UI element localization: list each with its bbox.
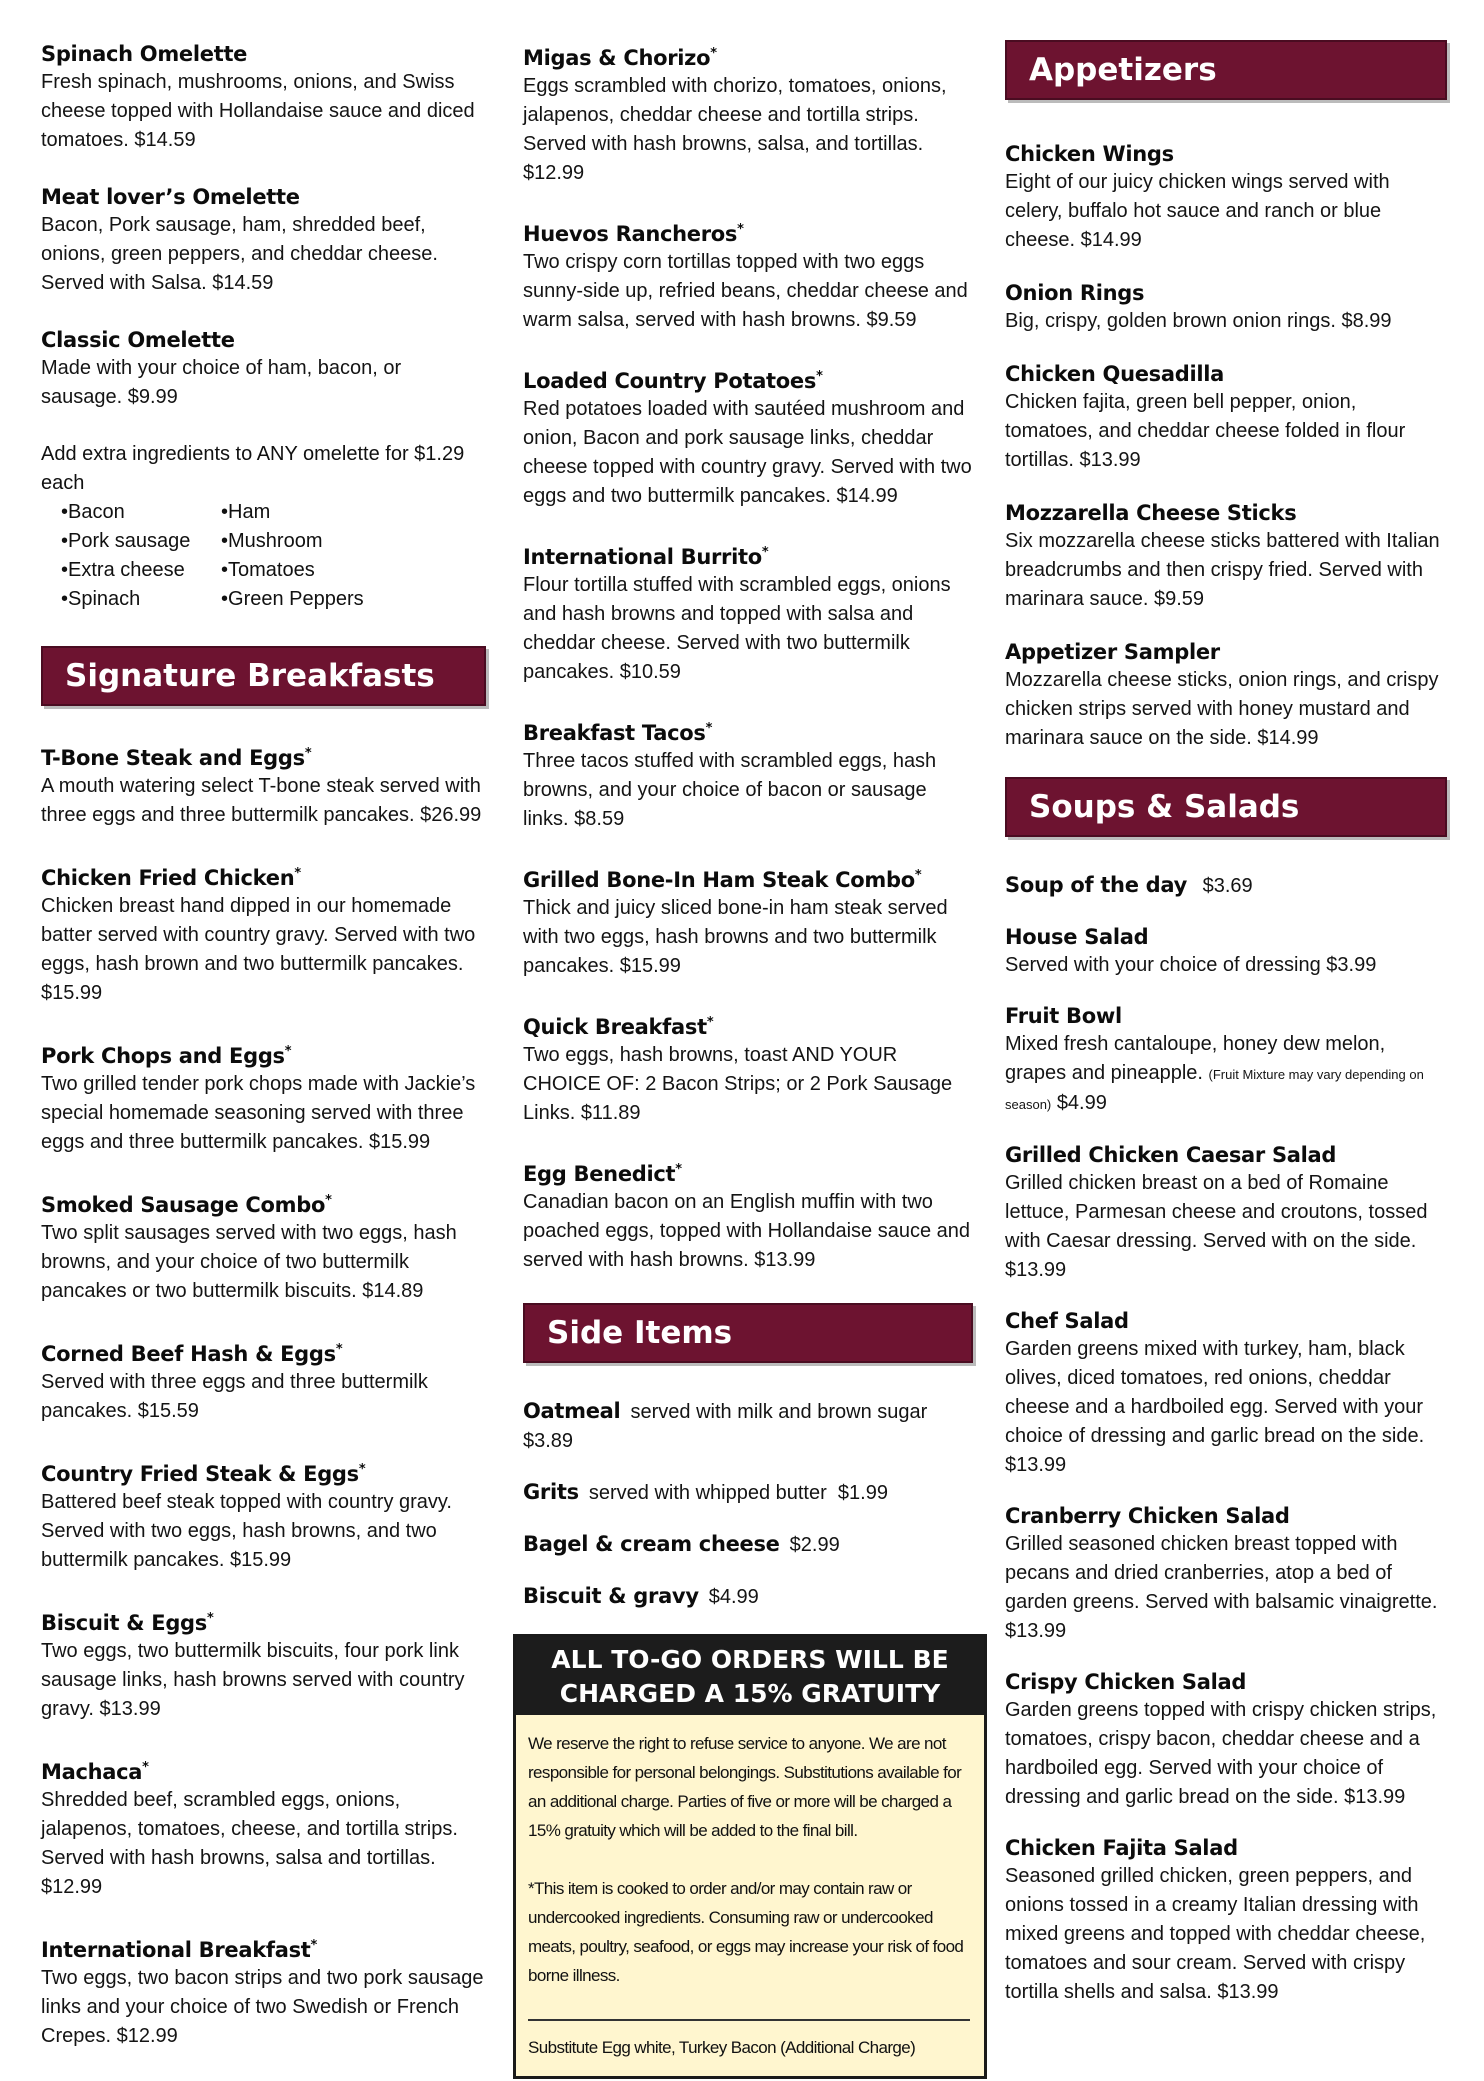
item-price: $13.99 bbox=[1005, 1454, 1067, 1476]
item-price: $13.99 bbox=[754, 1249, 816, 1271]
item-name: Chicken Fajita Salad bbox=[1005, 1836, 1238, 1860]
extras-list-item: • Extra cheese bbox=[61, 556, 221, 585]
item-description: Six mozzarella cheese sticks battered with Italian breadcrumbs and then crispy fried. Served with marinara sauce. $9.59 bbox=[1005, 530, 1440, 610]
item-price: $14.89 bbox=[362, 1280, 424, 1302]
item-name: Fruit Bowl bbox=[1005, 1004, 1122, 1028]
substitution-note: Substitute Egg white, Turkey Bacon (Additional Charge) bbox=[528, 2038, 916, 2057]
item-price: $13.99 bbox=[1344, 1786, 1406, 1808]
item-name: House Salad bbox=[1005, 925, 1149, 949]
item-name: Chicken Fried Chicken* bbox=[41, 866, 301, 890]
item-name: Quick Breakfast* bbox=[523, 1015, 714, 1039]
item-name: Huevos Rancheros* bbox=[523, 222, 744, 246]
extras-list-item: • Ham bbox=[221, 498, 441, 527]
item-description bbox=[1191, 875, 1252, 897]
menu-item bbox=[523, 862, 973, 981]
menu-item bbox=[1005, 360, 1447, 475]
raw-warning-asterisk: * bbox=[335, 1342, 343, 1357]
item-price: $13.99 bbox=[1005, 1259, 1067, 1281]
item-price: $3.69 bbox=[1202, 875, 1253, 897]
item-name: International Breakfast* bbox=[41, 1938, 318, 1962]
item-name: Smoked Sausage Combo* bbox=[41, 1193, 332, 1217]
appetizer-list bbox=[1005, 140, 1447, 753]
item-price: $12.99 bbox=[116, 2025, 178, 2047]
salad-list bbox=[1005, 923, 1447, 2007]
item-description: Two grilled tender pork chops made with Jackie’s special homemade seasoning served with three eggs and three buttermilk pancakes. $15.99 bbox=[41, 1073, 476, 1153]
menu-item bbox=[41, 1336, 486, 1426]
item-price: $14.59 bbox=[212, 272, 274, 294]
menu-item bbox=[523, 40, 973, 188]
item-price: $9.59 bbox=[866, 309, 917, 331]
item-price: $10.59 bbox=[619, 661, 681, 683]
item-price: $15.99 bbox=[619, 955, 681, 977]
item-description: Grilled chicken breast on a bed of Romaine lettuce, Parmesan cheese and croutons, tossed with Caesar dressing. Served with on the side. $13.99 bbox=[1005, 1172, 1428, 1281]
item-name: Country Fried Steak & Eggs* bbox=[41, 1462, 366, 1486]
item-name: Appetizer Sampler bbox=[1005, 640, 1220, 664]
item-description: A mouth watering select T-bone steak served with three eggs and three buttermilk pancakes. $26.99 bbox=[41, 775, 482, 826]
item-name: Meat lover’s Omelette bbox=[41, 185, 300, 209]
raw-warning-asterisk: * bbox=[284, 1044, 292, 1059]
item-description: Garden greens mixed with turkey, ham, black olives, diced tomatoes, red onions, cheddar cheese and a hardboiled egg. Served with your choice of dressing and garlic bread on the side. $13.99 bbox=[1005, 1338, 1425, 1476]
item-description: Mixed fresh cantaloupe, honey dew melon, grapes and pineapple. (Fruit Mixture may vary depending on season) $4.99 bbox=[1005, 1033, 1424, 1114]
item-price: $8.59 bbox=[574, 808, 625, 830]
menu-item bbox=[41, 1456, 486, 1575]
extras-title: Add extra ingredients to ANY omelette for $1.29 each bbox=[41, 443, 465, 494]
menu-item bbox=[1005, 140, 1447, 255]
item-price: $14.99 bbox=[836, 485, 898, 507]
item-name: Migas & Chorizo* bbox=[523, 46, 717, 70]
raw-food-warning: *This item is cooked to order and/or may contain raw or undercooked ingredients. Consuming raw or undercooked meats, poultry, seafood, or eggs may increase your risk of food borne illness. bbox=[528, 1879, 964, 1985]
item-description: Red potatoes loaded with sautéed mushroom and onion, Bacon and pork sausage links, cheddar cheese topped with country gravy. Served with two eggs and two buttermilk pancakes. $14.99 bbox=[523, 398, 972, 507]
item-description: Eight of our juicy chicken wings served with celery, buffalo hot sauce and ranch or blue cheese. $14.99 bbox=[1005, 171, 1390, 251]
menu-item bbox=[1005, 279, 1447, 336]
raw-warning-asterisk: * bbox=[142, 1760, 149, 1775]
item-price: $15.99 bbox=[368, 1131, 431, 1153]
item-name: Loaded Country Potatoes* bbox=[523, 369, 823, 393]
item-description: Three tacos stuffed with scrambled eggs, hash browns, and your choice of bacon or sausage links. $8.59 bbox=[523, 750, 937, 830]
menu-item bbox=[1005, 923, 1447, 980]
item-description: Two eggs, two buttermilk biscuits, four pork link sausage links, hash browns served with country gravy. $13.99 bbox=[41, 1640, 465, 1720]
menu-item bbox=[41, 1932, 486, 2051]
item-description: Thick and juicy sliced bone-in ham steak served with two eggs, hash browns and two buttermilk pancakes. $15.99 bbox=[523, 897, 948, 977]
side-item bbox=[523, 1530, 973, 1560]
item-description: Two split sausages served with two eggs, hash browns, and your choice of two buttermilk pancakes or two buttermilk biscuits. $14.89 bbox=[41, 1222, 457, 1302]
menu-item bbox=[41, 1038, 486, 1157]
item-price: $12.99 bbox=[41, 1876, 103, 1898]
item-price: $4.99 bbox=[708, 1586, 759, 1608]
menu-item bbox=[523, 216, 973, 335]
item-description: Served with three eggs and three buttermilk pancakes. $15.59 bbox=[41, 1371, 428, 1422]
menu-item bbox=[41, 1754, 486, 1902]
item-price: $13.99 bbox=[1217, 1981, 1279, 2003]
soup-item bbox=[1005, 871, 1447, 901]
item-name: Cranberry Chicken Salad bbox=[1005, 1504, 1290, 1528]
item-price: $15.99 bbox=[229, 1549, 292, 1571]
raw-warning-asterisk: * bbox=[705, 721, 713, 736]
item-price: $15.59 bbox=[137, 1400, 199, 1422]
section-header-appetizers: Appetizers bbox=[1005, 40, 1447, 100]
item-description: Garden greens topped with crispy chicken strips, tomatoes, crispy bacon, cheddar cheese and a hardboiled egg. Served with your choice of dressing and garlic bread on the side. $13.99 bbox=[1005, 1699, 1437, 1808]
menu-item bbox=[1005, 1668, 1447, 1812]
raw-warning-asterisk: * bbox=[710, 46, 717, 61]
item-price: $3.89 bbox=[523, 1430, 574, 1452]
item-price: $4.99 bbox=[1056, 1092, 1107, 1114]
item-description: Flour tortilla stuffed with scrambled eggs, onions and hash browns and topped with salsa and cheddar cheese. Served with two buttermilk pancakes. $10.59 bbox=[523, 574, 951, 683]
item-price: $1.99 bbox=[837, 1482, 888, 1504]
item-name: Corned Beef Hash & Eggs* bbox=[41, 1342, 343, 1366]
menu-item bbox=[523, 539, 973, 687]
item-price: $8.99 bbox=[1341, 310, 1392, 332]
signature-breakfast-list bbox=[41, 740, 486, 2051]
item-name: Grilled Bone-In Ham Steak Combo* bbox=[523, 868, 922, 892]
item-description: Big, crispy, golden brown onion rings. $8.99 bbox=[1005, 310, 1392, 332]
item-price: $3.99 bbox=[1326, 954, 1377, 976]
raw-warning-asterisk: * bbox=[914, 868, 922, 883]
menu-item bbox=[1005, 1834, 1447, 2007]
item-description: Grilled seasoned chicken breast topped with pecans and dried cranberries, atop a bed of garden greens. Served with balsamic vinaigrette. $13.99 bbox=[1005, 1533, 1438, 1642]
item-description: Seasoned grilled chicken, green peppers, and onions tossed in a creamy Italian dressing with mixed greens and topped with cheddar cheese, tomatoes and sour cream. Served with crispy tortilla shells and salsa. $13.99 bbox=[1005, 1865, 1426, 2003]
item-name: Pork Chops and Eggs* bbox=[41, 1044, 292, 1068]
side-item bbox=[523, 1478, 973, 1508]
extras-list-item: • Spinach bbox=[61, 585, 221, 614]
item-description: Two eggs, hash browns, toast AND YOUR CHOICE OF: 2 Bacon Strips; or 2 Pork Sausage Links. $11.89 bbox=[523, 1044, 953, 1124]
item-name: Bagel & cream cheese bbox=[523, 1532, 780, 1556]
item-price: $12.99 bbox=[523, 162, 585, 184]
item-name: International Burrito* bbox=[523, 545, 769, 569]
extras-list bbox=[41, 498, 486, 614]
item-name: Onion Rings bbox=[1005, 281, 1145, 305]
extras-list-item: • Pork sausage bbox=[61, 527, 221, 556]
menu-column-2 bbox=[523, 40, 973, 2079]
item-description: Two crispy corn tortillas topped with two eggs sunny-side up, refried beans, cheddar cheese and warm salsa, served with hash browns. $9.59 bbox=[523, 251, 968, 331]
section-header-signature-breakfasts: Signature Breakfasts bbox=[41, 646, 486, 706]
item-name: Chef Salad bbox=[1005, 1309, 1129, 1333]
menu-column-1 bbox=[41, 40, 486, 2081]
item-price: $13.99 bbox=[1005, 1620, 1067, 1642]
item-price: $9.59 bbox=[1153, 588, 1205, 610]
menu-item bbox=[41, 1605, 486, 1724]
item-price: $14.99 bbox=[1257, 727, 1319, 749]
item-description: Canadian bacon on an English muffin with two poached eggs, topped with Hollandaise sauce and served with hash browns. $13.99 bbox=[523, 1191, 970, 1271]
extras-list-item: • Green Peppers bbox=[221, 585, 441, 614]
menu-item bbox=[1005, 638, 1447, 753]
item-description bbox=[703, 1586, 759, 1608]
omelette-extras bbox=[41, 440, 486, 614]
divider bbox=[528, 2019, 970, 2021]
item-name: Breakfast Tacos* bbox=[523, 721, 713, 745]
to-go-notice-box bbox=[513, 1634, 987, 2079]
item-name: Biscuit & Eggs* bbox=[41, 1611, 214, 1635]
raw-warning-asterisk: * bbox=[325, 1193, 332, 1208]
raw-warning-asterisk: * bbox=[737, 222, 744, 237]
menu-item bbox=[41, 860, 486, 1008]
menu-item bbox=[1005, 1002, 1447, 1119]
raw-warning-asterisk: * bbox=[816, 369, 823, 384]
to-go-gratuity-title: ALL TO-GO ORDERS WILL BE CHARGED A 15% GRATUITY bbox=[516, 1637, 984, 1715]
item-name: Mozzarella Cheese Sticks bbox=[1005, 501, 1297, 525]
item-name: Machaca* bbox=[41, 1760, 149, 1784]
raw-warning-asterisk: * bbox=[675, 1162, 682, 1177]
breakfast-list bbox=[523, 40, 973, 1275]
item-description: Chicken breast hand dipped in our homemade batter served with country gravy. Served with two eggs, hash brown and two buttermilk pancakes. $15.99 bbox=[41, 895, 476, 1004]
item-description: Served with your choice of dressing $3.99 bbox=[1005, 954, 1377, 976]
raw-warning-asterisk: * bbox=[294, 866, 301, 881]
section-header-soups-salads: Soups & Salads bbox=[1005, 777, 1447, 837]
extras-list-item: • Tomatoes bbox=[221, 556, 441, 585]
item-description: Bacon, Pork sausage, ham, shredded beef, onions, green peppers, and cheddar cheese. Served with Salsa. $14.59 bbox=[41, 214, 438, 294]
item-description: Eggs scrambled with chorizo, tomatoes, onions, jalapenos, cheddar cheese and tortilla strips. Served with hash browns, salsa, and tortillas. $12.99 bbox=[523, 75, 947, 184]
item-price: $2.99 bbox=[789, 1534, 840, 1556]
item-name: Classic Omelette bbox=[41, 328, 235, 352]
item-description: served with milk and brown sugar $3.89 bbox=[523, 1401, 928, 1452]
menu-item bbox=[523, 1156, 973, 1275]
item-name: Grits bbox=[523, 1480, 579, 1504]
item-price: $14.59 bbox=[134, 129, 196, 151]
raw-warning-asterisk: * bbox=[304, 746, 312, 761]
item-price: $13.99 bbox=[1079, 449, 1141, 471]
item-description: Battered beef steak topped with country gravy. Served with two eggs, hash browns, and two buttermilk pancakes. $15.99 bbox=[41, 1491, 452, 1571]
menu-item bbox=[41, 1187, 486, 1306]
raw-warning-asterisk: * bbox=[206, 1611, 214, 1626]
menu-column-3 bbox=[1005, 40, 1447, 2029]
item-description: Two eggs, two bacon strips and two pork sausage links and your choice of two Swedish or French Crepes. $12.99 bbox=[41, 1967, 484, 2047]
menu-item bbox=[1005, 499, 1447, 614]
side-item bbox=[523, 1582, 973, 1612]
menu-item bbox=[41, 740, 486, 830]
item-description: Shredded beef, scrambled eggs, onions, jalapenos, tomatoes, cheese, and tortilla strips. Served with hash browns, salsa and tortillas. $12.99 bbox=[41, 1789, 458, 1898]
menu-item bbox=[523, 715, 973, 834]
item-name: Chicken Quesadilla bbox=[1005, 362, 1225, 386]
item-description: served with whipped butter $1.99 bbox=[588, 1482, 888, 1504]
item-price: $11.89 bbox=[580, 1102, 641, 1124]
menu-item bbox=[523, 1009, 973, 1128]
side-item bbox=[523, 1397, 973, 1456]
item-name: Crispy Chicken Salad bbox=[1005, 1670, 1247, 1694]
menu-item bbox=[1005, 1307, 1447, 1480]
item-name: T-Bone Steak and Eggs* bbox=[41, 746, 312, 770]
item-name: Oatmeal bbox=[523, 1399, 621, 1423]
menu-item bbox=[41, 326, 486, 412]
item-name: Chicken Wings bbox=[1005, 142, 1174, 166]
raw-warning-asterisk: * bbox=[358, 1462, 366, 1477]
item-name: Spinach Omelette bbox=[41, 42, 248, 66]
item-description: Mozzarella cheese sticks, onion rings, and crispy chicken strips served with honey mustard and marinara sauce on the side. $14.99 bbox=[1005, 669, 1439, 749]
menu-item bbox=[1005, 1502, 1447, 1646]
raw-warning-asterisk: * bbox=[761, 545, 769, 560]
item-price: $9.99 bbox=[127, 386, 178, 408]
item-name: Biscuit & gravy bbox=[523, 1584, 699, 1608]
policy-notice bbox=[516, 1715, 984, 2076]
extras-list-item: • Mushroom bbox=[221, 527, 441, 556]
raw-warning-asterisk: * bbox=[706, 1015, 714, 1030]
extras-list-item: • Bacon bbox=[61, 498, 221, 527]
item-price: $26.99 bbox=[420, 804, 482, 826]
section-header-side-items: Side Items bbox=[523, 1303, 973, 1363]
item-note: (Fruit Mixture may vary depending on season) bbox=[1005, 1067, 1424, 1112]
item-price: $14.99 bbox=[1080, 229, 1142, 251]
policy-text: We reserve the right to refuse service to anyone. We are not responsible for personal belongings. Substitutions available for an additional charge. Parties of five or more will be charged a 15% gratuity which will be added to the final bill. bbox=[528, 1734, 962, 1840]
item-description: Made with your choice of ham, bacon, or sausage. $9.99 bbox=[41, 357, 402, 408]
item-name: Egg Benedict* bbox=[523, 1162, 682, 1186]
menu-item bbox=[41, 183, 486, 298]
menu-item bbox=[41, 40, 486, 155]
item-description: Fresh spinach, mushrooms, onions, and Swiss cheese topped with Hollandaise sauce and diced tomatoes. $14.59 bbox=[41, 71, 475, 151]
item-description: Chicken fajita, green bell pepper, onion, tomatoes, and cheddar cheese folded in flour tortillas. $13.99 bbox=[1005, 391, 1406, 471]
item-name: Grilled Chicken Caesar Salad bbox=[1005, 1143, 1337, 1167]
item-price: $13.99 bbox=[99, 1698, 161, 1720]
menu-item bbox=[523, 363, 973, 511]
menu-item bbox=[1005, 1141, 1447, 1285]
item-description bbox=[784, 1534, 840, 1556]
item-name: Soup of the day bbox=[1005, 873, 1188, 897]
raw-warning-asterisk: * bbox=[310, 1938, 318, 1953]
item-price: $15.99 bbox=[41, 982, 103, 1004]
